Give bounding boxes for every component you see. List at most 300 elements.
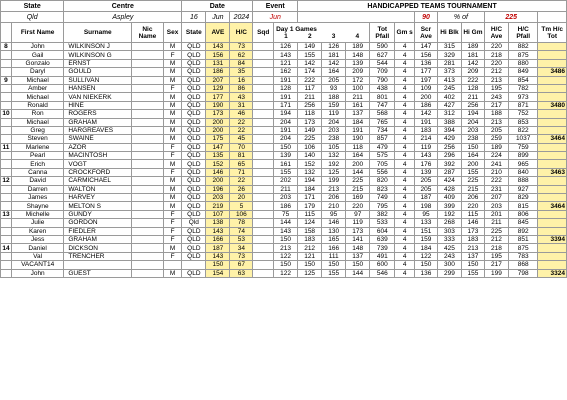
tm-hc-tot-cell[interactable] (538, 152, 567, 160)
hi-gm-cell[interactable]: 225 (461, 177, 484, 185)
hc-ave-cell[interactable]: 231 (484, 185, 508, 193)
sex-cell[interactable]: M (163, 269, 182, 277)
sex-cell[interactable]: M (163, 118, 182, 126)
ave-cell[interactable]: 146 (206, 168, 230, 176)
game-4-cell[interactable]: 189 (346, 43, 370, 51)
ave-cell[interactable]: 131 (206, 59, 230, 67)
nic-name-cell[interactable] (132, 135, 164, 143)
hi-blk-cell[interactable]: 245 (437, 84, 461, 92)
team-number[interactable]: 11 (1, 143, 12, 151)
tot-pfall-cell[interactable]: 568 (370, 110, 395, 118)
game-3-cell[interactable]: 205 (322, 76, 346, 84)
sqd-cell[interactable] (253, 202, 274, 210)
hi-gm-cell[interactable]: 128 (461, 84, 484, 92)
date-year[interactable]: 2024 (230, 12, 253, 23)
event-value[interactable]: Jun (253, 12, 298, 23)
gms-cell[interactable]: 4 (395, 135, 415, 143)
game-4-cell[interactable]: 191 (346, 126, 370, 134)
sqd-cell[interactable] (253, 68, 274, 76)
hi-gm-cell[interactable]: 204 (461, 118, 484, 126)
game-4-cell[interactable]: 161 (346, 101, 370, 109)
nic-name-cell[interactable] (132, 261, 164, 269)
scr-ave-cell[interactable]: 186 (415, 101, 438, 109)
scr-ave-cell[interactable]: 133 (415, 219, 438, 227)
team-number[interactable]: 12 (2, 177, 10, 185)
hi-blk-cell[interactable]: 425 (437, 244, 461, 252)
game-1-cell[interactable]: 171 (274, 101, 298, 109)
surname-cell[interactable]: WILKINSON G (64, 51, 132, 59)
hc-ave-cell[interactable]: 195 (484, 84, 508, 92)
ave-cell[interactable]: 150 (206, 261, 230, 269)
state-cell[interactable]: QLD (182, 210, 206, 218)
team-number[interactable] (1, 185, 12, 193)
tm-hc-tot-cell[interactable] (538, 51, 567, 59)
game-4-cell[interactable]: 169 (346, 194, 370, 202)
tot-pfall-cell[interactable]: 801 (370, 93, 395, 101)
ave-cell[interactable]: 186 (206, 68, 230, 76)
team-number[interactable] (1, 194, 12, 202)
hc-cell[interactable]: 43 (230, 93, 253, 101)
nic-name-cell[interactable] (132, 59, 164, 67)
scr-ave-cell[interactable]: 119 (415, 143, 438, 151)
state-cell[interactable]: QLD (182, 177, 206, 185)
sex-cell[interactable]: M (163, 160, 182, 168)
sex-cell[interactable]: M (163, 59, 182, 67)
tot-pfall-cell[interactable]: 600 (370, 261, 395, 269)
team-number[interactable] (1, 126, 12, 134)
ave-cell[interactable]: 177 (206, 93, 230, 101)
tot-pfall-cell[interactable]: 747 (370, 101, 395, 109)
sex-cell[interactable]: F (163, 152, 182, 160)
first-name-cell[interactable]: Michael (11, 93, 63, 101)
hi-blk-cell[interactable]: 312 (437, 110, 461, 118)
tm-hc-tot-cell[interactable]: 3486 (538, 68, 567, 76)
surname-cell[interactable]: ROGERS (64, 110, 132, 118)
tm-hc-tot-cell[interactable] (538, 160, 567, 168)
sqd-cell[interactable] (253, 84, 274, 92)
first-name-cell[interactable]: Michael (11, 118, 63, 126)
tot-pfall-cell[interactable]: 790 (370, 76, 395, 84)
hc-ave-cell[interactable]: 217 (484, 101, 508, 109)
game-4-cell[interactable]: 173 (346, 227, 370, 235)
surname-cell[interactable]: MACINTOSH (64, 152, 132, 160)
nic-name-cell[interactable] (132, 118, 164, 126)
surname-cell[interactable]: GOULD (64, 68, 132, 76)
first-name-cell[interactable]: Greg (11, 126, 63, 134)
surname-cell[interactable]: ERNST (64, 59, 132, 67)
hc-ave-cell[interactable]: 189 (484, 143, 508, 151)
game-4-cell[interactable]: 141 (346, 235, 370, 243)
hi-gm-cell[interactable]: 183 (461, 235, 484, 243)
nic-name-cell[interactable] (132, 202, 164, 210)
first-name-cell[interactable]: VACANT14 (11, 261, 63, 269)
surname-cell[interactable]: WALTON (64, 185, 132, 193)
nic-name-cell[interactable] (132, 160, 164, 168)
tot-pfall-cell[interactable]: 823 (370, 185, 395, 193)
hc-pfall-cell[interactable]: 759 (508, 143, 537, 151)
hi-blk-cell[interactable]: 399 (437, 202, 461, 210)
team-number[interactable] (1, 118, 12, 126)
ave-cell[interactable]: 147 (206, 143, 230, 151)
game-1-cell[interactable]: 121 (274, 59, 298, 67)
surname-cell[interactable]: GUEST (64, 269, 132, 277)
hi-blk-cell[interactable]: 300 (437, 261, 461, 269)
state-cell[interactable]: QLD (182, 126, 206, 134)
hc-pfall-cell[interactable]: 854 (508, 76, 537, 84)
game-3-cell[interactable]: 95 (322, 210, 346, 218)
sex-cell[interactable]: F (163, 84, 182, 92)
game-4-cell[interactable]: 211 (346, 93, 370, 101)
state-cell[interactable]: QLD (182, 227, 206, 235)
sqd-cell[interactable] (253, 59, 274, 67)
sex-cell[interactable]: M (163, 185, 182, 193)
surname-cell[interactable]: FIEDLER (64, 227, 132, 235)
game-4-cell[interactable]: 190 (346, 135, 370, 143)
hc-pfall-cell[interactable]: 783 (508, 252, 537, 260)
scr-ave-cell[interactable]: 176 (415, 160, 438, 168)
gms-cell[interactable]: 4 (395, 126, 415, 134)
game-1-cell[interactable]: 191 (274, 126, 298, 134)
hc-cell[interactable]: 22 (230, 126, 253, 134)
sex-cell[interactable]: F (163, 210, 182, 218)
tm-hc-tot-cell[interactable] (538, 219, 567, 227)
state-cell[interactable]: QLD (182, 235, 206, 243)
game-3-cell[interactable]: 238 (322, 135, 346, 143)
game-2-cell[interactable]: 106 (298, 143, 322, 151)
hc-pfall-cell[interactable]: 840 (508, 168, 537, 176)
ave-cell[interactable]: 129 (206, 84, 230, 92)
game-1-cell[interactable]: 143 (274, 51, 298, 59)
tot-pfall-cell[interactable]: 820 (370, 177, 395, 185)
game-4-cell[interactable]: 200 (346, 160, 370, 168)
hi-gm-cell[interactable]: 115 (461, 210, 484, 218)
hc-cell[interactable]: 34 (230, 244, 253, 252)
hi-gm-cell[interactable]: 189 (461, 43, 484, 51)
sqd-cell[interactable] (253, 76, 274, 84)
game-3-cell[interactable]: 204 (322, 118, 346, 126)
nic-name-cell[interactable] (132, 126, 164, 134)
ave-cell[interactable]: 175 (206, 135, 230, 143)
game-2-cell[interactable]: 184 (298, 185, 322, 193)
state-cell[interactable]: QLD (182, 135, 206, 143)
sex-cell[interactable]: M (163, 76, 182, 84)
sqd-cell[interactable] (253, 168, 274, 176)
team-number[interactable] (1, 202, 12, 210)
surname-cell[interactable]: HINE (64, 101, 132, 109)
hi-blk-cell[interactable]: 392 (437, 160, 461, 168)
game-2-cell[interactable]: 183 (298, 235, 322, 243)
scr-ave-cell[interactable]: 109 (415, 84, 438, 92)
first-name-cell[interactable]: Steven (11, 135, 63, 143)
nic-name-cell[interactable] (132, 110, 164, 118)
game-1-cell[interactable]: 144 (274, 219, 298, 227)
game-1-cell[interactable]: 139 (274, 152, 298, 160)
surname-cell[interactable]: CARMICHAEL (64, 177, 132, 185)
hc-ave-cell[interactable]: 188 (484, 110, 508, 118)
hc-pfall-cell[interactable]: 868 (508, 261, 537, 269)
hi-blk-cell[interactable]: 429 (437, 135, 461, 143)
ave-cell[interactable]: 156 (206, 51, 230, 59)
hc-pfall-cell[interactable]: 829 (508, 194, 537, 202)
game-2-cell[interactable]: 152 (298, 160, 322, 168)
hi-gm-cell[interactable]: 220 (461, 202, 484, 210)
hi-gm-cell[interactable]: 155 (461, 168, 484, 176)
game-1-cell[interactable]: 126 (274, 43, 298, 51)
surname-cell[interactable]: MELTON S (64, 202, 132, 210)
hc-cell[interactable]: 65 (230, 160, 253, 168)
hi-blk-cell[interactable]: 373 (437, 68, 461, 76)
tm-hc-tot-cell[interactable] (538, 93, 567, 101)
game-2-cell[interactable]: 173 (298, 118, 322, 126)
first-name-cell[interactable]: Gail (11, 51, 63, 59)
game-3-cell[interactable]: 188 (322, 93, 346, 101)
tm-hc-tot-cell[interactable] (538, 143, 567, 151)
tot-pfall-cell[interactable]: 734 (370, 126, 395, 134)
nic-name-cell[interactable] (132, 43, 164, 51)
gms-cell[interactable]: 4 (395, 76, 415, 84)
state-cell[interactable]: QLD (182, 202, 206, 210)
state-cell[interactable]: QLD (182, 118, 206, 126)
ave-cell[interactable]: 207 (206, 76, 230, 84)
first-name-cell[interactable]: Ronald (11, 101, 63, 109)
tm-hc-tot-cell[interactable]: 3464 (538, 135, 567, 143)
ave-cell[interactable]: 173 (206, 110, 230, 118)
hi-blk-cell[interactable]: 413 (437, 76, 461, 84)
pct-value[interactable]: 90 (415, 12, 438, 23)
team-number[interactable] (1, 261, 12, 269)
state-cell[interactable]: QLD (182, 93, 206, 101)
tot-pfall-cell[interactable]: 479 (370, 143, 395, 151)
ave-cell[interactable]: 154 (206, 269, 230, 277)
game-3-cell[interactable]: 164 (322, 68, 346, 76)
scr-ave-cell[interactable]: 151 (415, 227, 438, 235)
game-4-cell[interactable]: 220 (346, 202, 370, 210)
sex-cell[interactable]: F (163, 219, 182, 227)
game-1-cell[interactable]: 162 (274, 68, 298, 76)
state-cell[interactable]: QLD (182, 51, 206, 59)
hi-gm-cell[interactable]: 194 (461, 110, 484, 118)
hi-gm-cell[interactable]: 203 (461, 126, 484, 134)
game-2-cell[interactable]: 155 (298, 51, 322, 59)
team-number[interactable] (1, 252, 12, 260)
hc-cell[interactable]: 5 (230, 202, 253, 210)
sqd-cell[interactable] (253, 110, 274, 118)
hi-blk-cell[interactable]: 268 (437, 219, 461, 227)
game-2-cell[interactable]: 124 (298, 219, 322, 227)
tm-hc-tot-cell[interactable] (538, 177, 567, 185)
hc-pfall-cell[interactable]: 815 (508, 202, 537, 210)
hi-gm-cell[interactable]: 142 (461, 59, 484, 67)
hi-blk-cell[interactable]: 394 (437, 126, 461, 134)
sqd-cell[interactable] (253, 43, 274, 51)
game-2-cell[interactable]: 150 (298, 261, 322, 269)
sex-cell[interactable]: F (163, 51, 182, 59)
gms-cell[interactable]: 4 (395, 210, 415, 218)
state-cell[interactable]: QLD (182, 143, 206, 151)
hi-blk-cell[interactable]: 333 (437, 235, 461, 243)
sqd-cell[interactable] (253, 252, 274, 260)
hc-cell[interactable]: 70 (230, 143, 253, 151)
scr-ave-cell[interactable]: 139 (415, 168, 438, 176)
surname-cell[interactable]: TRENCHER (64, 252, 132, 260)
scr-ave-cell[interactable]: 136 (415, 59, 438, 67)
team-number[interactable] (1, 235, 12, 243)
team-number[interactable]: 13 (2, 211, 10, 218)
nic-name-cell[interactable] (132, 244, 164, 252)
nic-name-cell[interactable] (132, 101, 164, 109)
hi-blk-cell[interactable]: 428 (437, 185, 461, 193)
team-number[interactable] (1, 269, 12, 277)
game-3-cell[interactable]: 132 (322, 152, 346, 160)
sex-cell[interactable]: F (163, 227, 182, 235)
scr-ave-cell[interactable]: 147 (415, 43, 438, 51)
nic-name-cell[interactable] (132, 93, 164, 101)
hc-pfall-cell[interactable]: 806 (508, 210, 537, 218)
tot-pfall-cell[interactable]: 491 (370, 252, 395, 260)
gms-cell[interactable]: 4 (395, 252, 415, 260)
game-4-cell[interactable]: 148 (346, 51, 370, 59)
hi-blk-cell[interactable]: 192 (437, 210, 461, 218)
sqd-cell[interactable] (253, 219, 274, 227)
hc-cell[interactable]: 86 (230, 84, 253, 92)
hc-ave-cell[interactable]: 195 (484, 252, 508, 260)
team-number[interactable]: 10 (2, 110, 10, 118)
hi-gm-cell[interactable]: 150 (461, 143, 484, 151)
scr-ave-cell[interactable]: 136 (415, 269, 438, 277)
hc-ave-cell[interactable]: 199 (484, 269, 508, 277)
hi-blk-cell[interactable]: 329 (437, 51, 461, 59)
game-1-cell[interactable]: 143 (274, 227, 298, 235)
sex-cell[interactable] (163, 261, 182, 269)
pct-base[interactable]: 225 (484, 12, 538, 23)
tot-pfall-cell[interactable]: 556 (370, 168, 395, 176)
state-cell[interactable]: QLD (182, 59, 206, 67)
tm-hc-tot-cell[interactable]: 3324 (538, 269, 567, 277)
hc-cell[interactable]: 84 (230, 59, 253, 67)
tm-hc-tot-cell[interactable] (538, 244, 567, 252)
tot-pfall-cell[interactable]: 627 (370, 51, 395, 59)
ave-cell[interactable]: 143 (206, 227, 230, 235)
state-cell[interactable]: QLD (182, 194, 206, 202)
first-name-cell[interactable]: Pearl (11, 152, 63, 160)
gms-cell[interactable]: 4 (395, 59, 415, 67)
tm-hc-tot-cell[interactable]: 3480 (538, 101, 567, 109)
team-number[interactable] (1, 160, 12, 168)
sqd-cell[interactable] (253, 93, 274, 101)
game-1-cell[interactable]: 204 (274, 135, 298, 143)
team-number[interactable]: 9 (1, 76, 12, 84)
surname-cell[interactable]: GRAHAM (64, 235, 132, 243)
hi-blk-cell[interactable]: 315 (437, 43, 461, 51)
game-3-cell[interactable]: 126 (322, 43, 346, 51)
game-1-cell[interactable]: 155 (274, 168, 298, 176)
ave-cell[interactable]: 200 (206, 118, 230, 126)
ave-cell[interactable]: 219 (206, 202, 230, 210)
hi-gm-cell[interactable]: 150 (461, 261, 484, 269)
game-2-cell[interactable]: 121 (298, 252, 322, 260)
scr-ave-cell[interactable]: 150 (415, 261, 438, 269)
ave-cell[interactable]: 152 (206, 160, 230, 168)
hc-pfall-cell[interactable]: 798 (508, 269, 537, 277)
team-number[interactable] (1, 84, 12, 92)
nic-name-cell[interactable] (132, 84, 164, 92)
hi-gm-cell[interactable]: 209 (461, 68, 484, 76)
sqd-cell[interactable] (253, 210, 274, 218)
hc-cell[interactable]: 22 (230, 118, 253, 126)
hi-blk-cell[interactable]: 388 (437, 118, 461, 126)
game-4-cell[interactable]: 118 (346, 143, 370, 151)
hc-pfall-cell[interactable]: 871 (508, 101, 537, 109)
ave-cell[interactable]: 143 (206, 43, 230, 51)
surname-cell[interactable]: HARGREAVES (64, 126, 132, 134)
sex-cell[interactable]: M (163, 194, 182, 202)
hc-ave-cell[interactable]: 241 (484, 160, 508, 168)
first-name-cell[interactable]: Marlene (11, 143, 63, 151)
state-cell[interactable]: QLD (182, 185, 206, 193)
scr-ave-cell[interactable]: 143 (415, 152, 438, 160)
game-4-cell[interactable]: 215 (346, 185, 370, 193)
scr-ave-cell[interactable]: 159 (415, 235, 438, 243)
state-cell[interactable]: QLD (182, 160, 206, 168)
scr-ave-cell[interactable]: 156 (415, 51, 438, 59)
hc-cell[interactable]: 53 (230, 235, 253, 243)
team-number[interactable] (1, 168, 12, 176)
hc-pfall-cell[interactable]: 853 (508, 118, 537, 126)
game-1-cell[interactable]: 150 (274, 235, 298, 243)
team-number[interactable] (1, 68, 12, 76)
first-name-cell[interactable]: Erich (11, 160, 63, 168)
game-4-cell[interactable]: 164 (346, 152, 370, 160)
nic-name-cell[interactable] (132, 76, 164, 84)
game-1-cell[interactable]: 191 (274, 93, 298, 101)
tot-pfall-cell[interactable]: 546 (370, 269, 395, 277)
sqd-cell[interactable] (253, 101, 274, 109)
hc-cell[interactable]: 78 (230, 219, 253, 227)
game-3-cell[interactable]: 105 (322, 143, 346, 151)
centre-value[interactable]: Aspley (64, 12, 182, 23)
hc-cell[interactable]: 106 (230, 210, 253, 218)
game-2-cell[interactable]: 125 (298, 269, 322, 277)
tm-hc-tot-cell[interactable] (538, 227, 567, 235)
game-3-cell[interactable]: 165 (322, 235, 346, 243)
hi-blk-cell[interactable]: 427 (437, 101, 461, 109)
game-2-cell[interactable]: 225 (298, 135, 322, 143)
ave-cell[interactable]: 200 (206, 126, 230, 134)
game-1-cell[interactable]: 161 (274, 160, 298, 168)
game-2-cell[interactable]: 211 (298, 93, 322, 101)
hi-blk-cell[interactable]: 299 (437, 269, 461, 277)
team-number[interactable]: 8 (1, 43, 12, 51)
sex-cell[interactable]: M (163, 202, 182, 210)
sqd-cell[interactable] (253, 152, 274, 160)
surname-cell[interactable]: GUNDY (64, 210, 132, 218)
tot-pfall-cell[interactable]: 795 (370, 202, 395, 210)
ave-cell[interactable]: 190 (206, 101, 230, 109)
game-3-cell[interactable]: 210 (322, 202, 346, 210)
surname-cell[interactable]: DICKSON (64, 244, 132, 252)
tm-hc-tot-cell[interactable]: 3394 (538, 235, 567, 243)
hi-blk-cell[interactable]: 296 (437, 152, 461, 160)
ave-cell[interactable]: 196 (206, 185, 230, 193)
gms-cell[interactable]: 4 (395, 185, 415, 193)
hc-pfall-cell[interactable]: 888 (508, 177, 537, 185)
nic-name-cell[interactable] (132, 51, 164, 59)
game-4-cell[interactable]: 139 (346, 59, 370, 67)
ave-cell[interactable]: 166 (206, 235, 230, 243)
sqd-cell[interactable] (253, 160, 274, 168)
first-name-cell[interactable]: Michelle (11, 210, 63, 218)
hi-blk-cell[interactable]: 402 (437, 93, 461, 101)
